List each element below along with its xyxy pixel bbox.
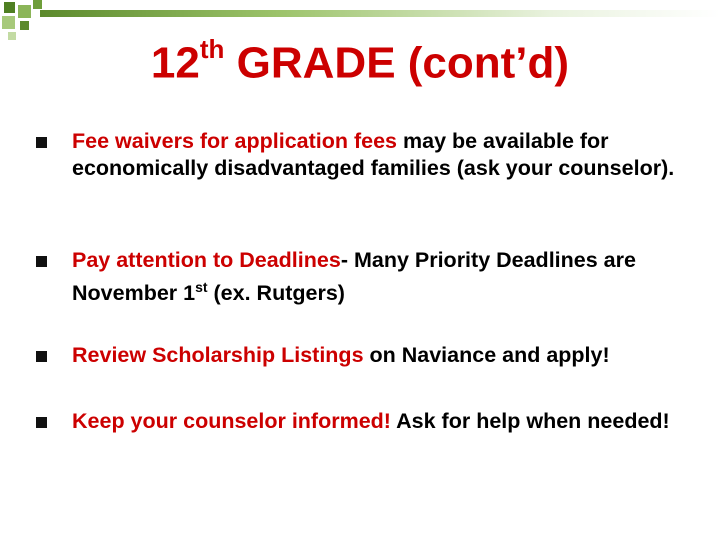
bullet-item: Keep your counselor informed! Ask for help when needed! xyxy=(36,408,696,435)
bullet-item: Fee waivers for application fees may be available for economically disadvantaged families (ask your counselor). xyxy=(36,128,696,182)
square-bullet-icon xyxy=(36,137,47,148)
slide-title: 12th GRADE (cont’d) xyxy=(150,34,570,88)
square-bullet-icon xyxy=(36,351,47,362)
square-bullet-icon xyxy=(36,417,47,428)
bullet-item: Pay attention to Deadlines- Many Priority Deadlines are November 1st (ex. Rutgers) xyxy=(36,247,696,307)
bullet-item: Review Scholarship Listings on Naviance and apply! xyxy=(36,342,696,369)
square-bullet-icon xyxy=(36,256,47,267)
top-accent-bar xyxy=(40,10,720,17)
